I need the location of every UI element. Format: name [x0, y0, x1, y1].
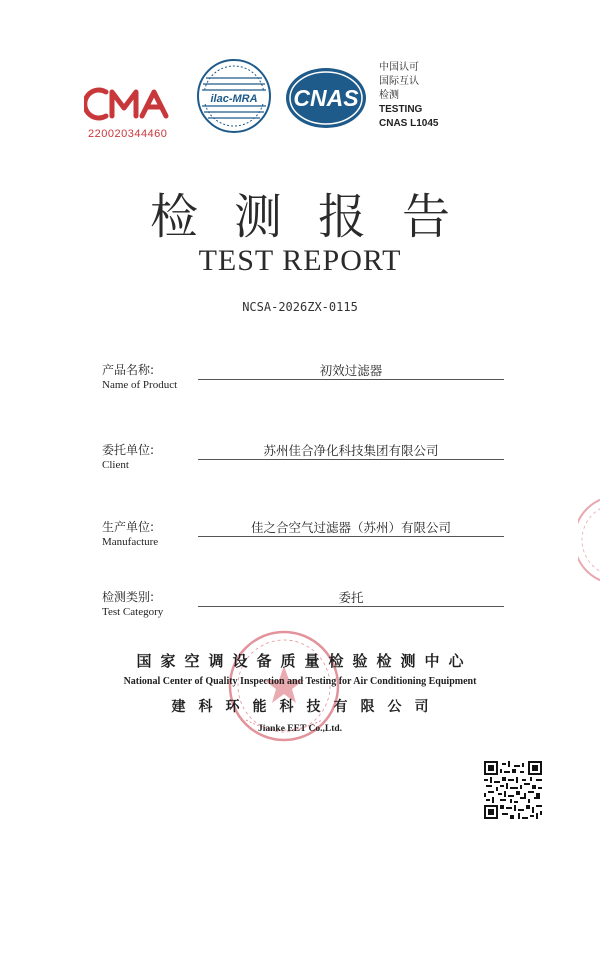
field-value: 苏州佳合净化科技集团有限公司	[263, 443, 439, 458]
cnas-caption-line: 检测	[379, 90, 399, 101]
field-test-category	[102, 588, 504, 628]
field-underline	[198, 459, 504, 460]
issuer-name-cn: 国家空调设备质量检验检测中心	[136, 652, 473, 670]
company-name-cn: 建科环能科技有限公司	[171, 699, 442, 715]
field-label-en: Test Category	[102, 606, 164, 618]
ilac-mra-logo	[196, 58, 272, 134]
cnas-logo	[284, 66, 368, 130]
qr-code[interactable]	[484, 761, 542, 819]
cma-logo	[84, 84, 174, 124]
cnas-caption	[379, 61, 438, 131]
svg-text:ilac-MRA: ilac-MRA	[210, 93, 258, 105]
cma-number: 220020344460	[88, 128, 168, 140]
field-value: 佳之合空气过滤器（苏州）有限公司	[250, 520, 451, 535]
field-label-en: Client	[102, 459, 129, 471]
cnas-caption-line: 国际互认	[379, 76, 419, 87]
report-number: NCSA-2026ZX-0115	[242, 300, 358, 314]
cnas-caption-line: TESTING	[379, 104, 423, 115]
field-underline	[198, 379, 504, 380]
company-name-en: Jianke EET Co.,Ltd.	[257, 724, 343, 734]
field-label-en: Manufacture	[102, 536, 159, 548]
field-value: 初效过滤器	[319, 363, 383, 378]
svg-text:CNAS: CNAS	[293, 85, 359, 111]
issuer-name-en: National Center of Quality Inspection and Testing for Air Conditioning Equipment	[123, 676, 477, 687]
field-product-name	[102, 361, 504, 401]
field-manufacture	[102, 518, 504, 558]
cnas-caption-line: 中国认可	[379, 62, 419, 73]
field-label-en: Name of Product	[102, 379, 178, 391]
field-client	[102, 441, 504, 481]
seal-edge-fragment	[578, 494, 600, 586]
field-underline	[198, 536, 504, 537]
field-label-cn: 生产单位:	[102, 520, 155, 534]
field-label-cn: 检测类别:	[102, 590, 155, 604]
field-underline	[198, 606, 504, 607]
field-label-cn: 产品名称:	[102, 363, 155, 377]
field-label-cn: 委托单位:	[102, 443, 155, 457]
title-en: TEST REPORT	[198, 244, 402, 277]
field-value: 委托	[338, 590, 364, 605]
title-cn: 检测报告	[149, 189, 486, 245]
cnas-caption-line: CNAS L1045	[379, 118, 439, 129]
